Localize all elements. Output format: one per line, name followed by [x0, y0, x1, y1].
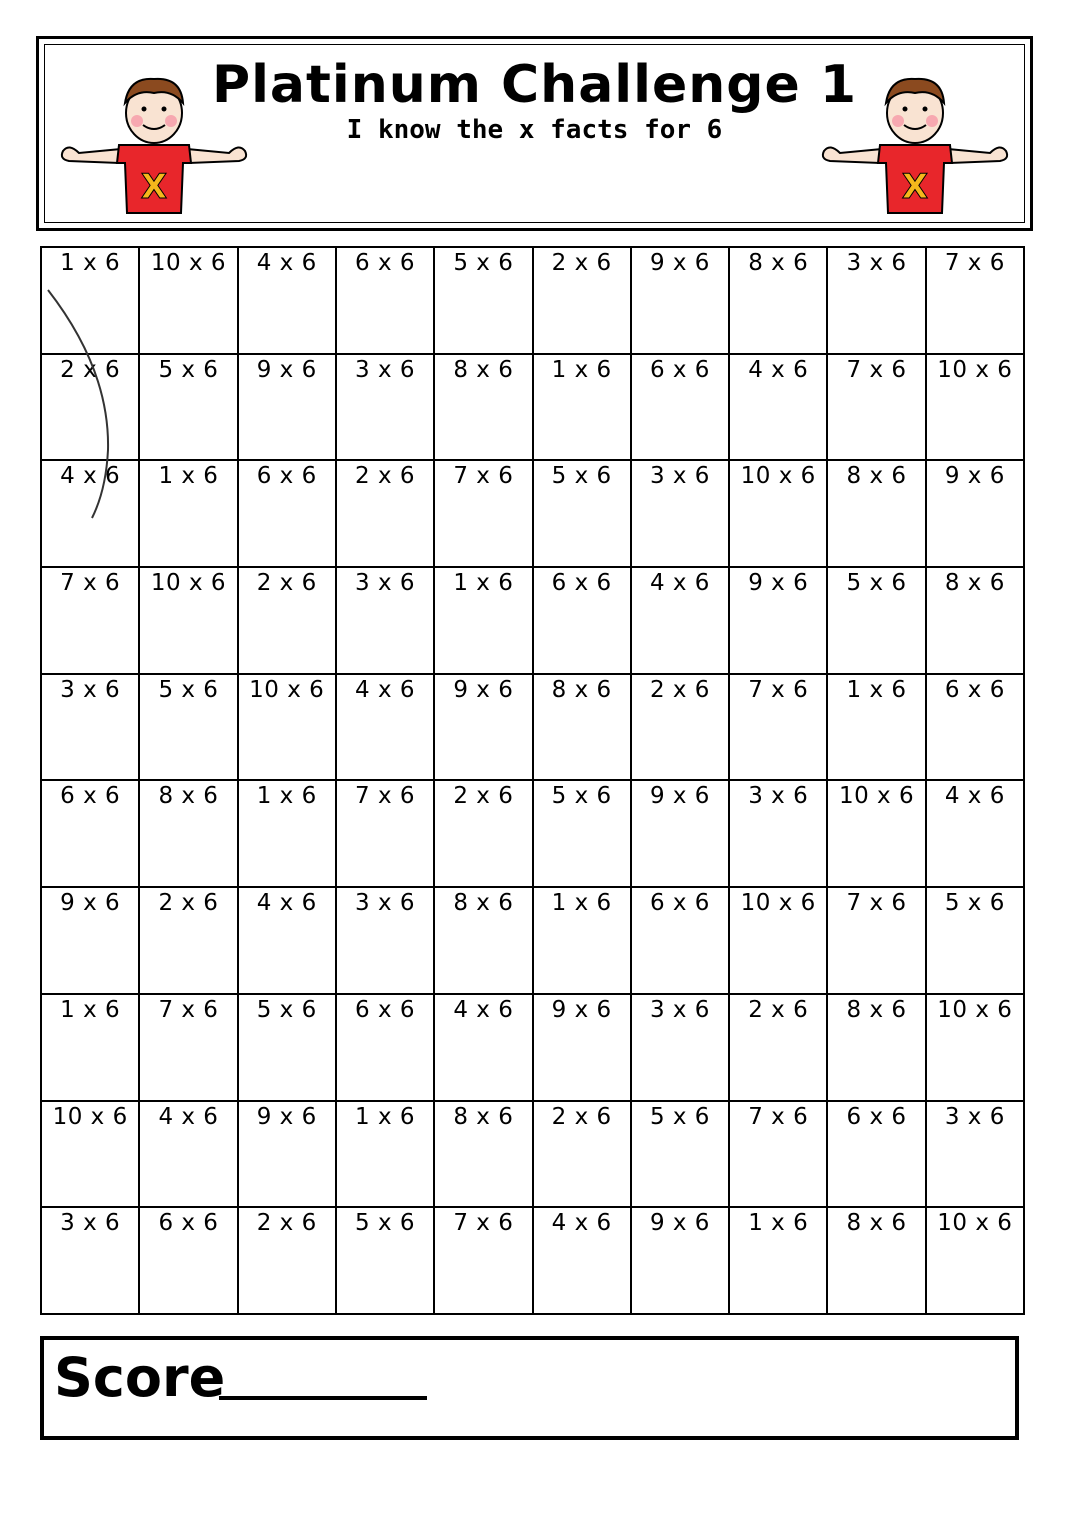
- fact-label: 5 x 6: [256, 996, 317, 1023]
- fact-cell[interactable]: [140, 781, 238, 888]
- fact-label: 4 x 6: [355, 676, 416, 703]
- fact-cell[interactable]: [927, 568, 1025, 675]
- fact-cell[interactable]: [140, 888, 238, 995]
- fact-label: 4 x 6: [256, 890, 317, 917]
- fact-label: 5 x 6: [846, 570, 907, 597]
- fact-cell[interactable]: [140, 1102, 238, 1209]
- fact-label: 3 x 6: [846, 250, 907, 276]
- fact-cell[interactable]: [337, 568, 435, 675]
- fact-label: 6 x 6: [846, 1103, 907, 1130]
- fact-label: 2 x 6: [256, 1210, 317, 1237]
- page-subtitle: I know the x facts for 6: [346, 115, 723, 145]
- fact-label: 9 x 6: [453, 676, 514, 703]
- fact-label: 7 x 6: [60, 570, 121, 597]
- fact-label: 9 x 6: [649, 783, 710, 810]
- fact-label: 7 x 6: [748, 676, 809, 703]
- fact-label: 9 x 6: [748, 570, 809, 597]
- fact-label: 5 x 6: [649, 1103, 710, 1130]
- fact-cell[interactable]: [239, 355, 337, 462]
- fact-cell[interactable]: [632, 1102, 730, 1209]
- fact-label: 3 x 6: [355, 570, 416, 597]
- fact-cell[interactable]: [42, 248, 140, 355]
- fact-label: 6 x 6: [649, 356, 710, 383]
- fact-cell[interactable]: [337, 995, 435, 1102]
- fact-label: 8 x 6: [944, 570, 1005, 597]
- fact-cell[interactable]: [730, 461, 828, 568]
- fact-cell[interactable]: [239, 675, 337, 782]
- score-box: [40, 1336, 1019, 1440]
- fact-cell[interactable]: [828, 568, 926, 675]
- fact-cell[interactable]: [42, 355, 140, 462]
- fact-cell[interactable]: [337, 888, 435, 995]
- fact-cell[interactable]: [927, 781, 1025, 888]
- fact-label: 6 x 6: [551, 570, 612, 597]
- fact-cell[interactable]: [42, 1102, 140, 1209]
- fact-label: 2 x 6: [355, 463, 416, 490]
- svg-text:X: X: [140, 167, 168, 207]
- fact-cell[interactable]: [337, 675, 435, 782]
- fact-label: 4 x 6: [944, 783, 1005, 810]
- fact-label: 2 x 6: [551, 250, 612, 276]
- fact-label: 2 x 6: [256, 570, 317, 597]
- fact-cell[interactable]: [828, 1208, 926, 1315]
- fact-cell[interactable]: [632, 355, 730, 462]
- fact-label: 1 x 6: [355, 1103, 416, 1130]
- fact-cell[interactable]: [239, 781, 337, 888]
- fact-cell[interactable]: [534, 888, 632, 995]
- fact-cell[interactable]: [730, 355, 828, 462]
- fact-cell[interactable]: [927, 355, 1025, 462]
- fact-label: 2 x 6: [453, 783, 514, 810]
- fact-cell[interactable]: [337, 461, 435, 568]
- fact-label: 3 x 6: [60, 676, 121, 703]
- fact-cell[interactable]: [828, 248, 926, 355]
- fact-label: 7 x 6: [453, 1210, 514, 1237]
- fact-label: 3 x 6: [355, 890, 416, 917]
- fact-label: 4 x 6: [748, 356, 809, 383]
- fact-label: 8 x 6: [846, 463, 907, 490]
- fact-label: 5 x 6: [551, 463, 612, 490]
- fact-cell[interactable]: [337, 355, 435, 462]
- fact-label: 1 x 6: [60, 250, 121, 276]
- fact-cell[interactable]: [730, 1208, 828, 1315]
- fact-cell[interactable]: [337, 248, 435, 355]
- fact-cell[interactable]: [239, 888, 337, 995]
- fact-label: 1 x 6: [551, 890, 612, 917]
- fact-label: 2 x 6: [649, 676, 710, 703]
- fact-label: 1 x 6: [551, 356, 612, 383]
- fact-cell[interactable]: [730, 781, 828, 888]
- fact-label: 4 x 6: [60, 463, 121, 490]
- fact-label: 4 x 6: [649, 570, 710, 597]
- fact-cell[interactable]: [435, 781, 533, 888]
- fact-label: 9 x 6: [649, 1210, 710, 1237]
- fact-cell[interactable]: [337, 781, 435, 888]
- fact-label: 10 x 6: [150, 570, 227, 597]
- fact-cell[interactable]: [730, 888, 828, 995]
- fact-cell[interactable]: [140, 568, 238, 675]
- fact-cell[interactable]: [730, 568, 828, 675]
- fact-label: 5 x 6: [453, 250, 514, 276]
- fact-cell[interactable]: [42, 461, 140, 568]
- fact-cell[interactable]: [632, 461, 730, 568]
- fact-cell[interactable]: [239, 995, 337, 1102]
- fact-label: 7 x 6: [846, 890, 907, 917]
- fact-label: 2 x 6: [60, 356, 121, 383]
- fact-cell[interactable]: [927, 888, 1025, 995]
- fact-label: 3 x 6: [649, 996, 710, 1023]
- fact-label: 6 x 6: [649, 890, 710, 917]
- fact-cell[interactable]: [828, 1102, 926, 1209]
- fact-cell[interactable]: [239, 461, 337, 568]
- fact-label: 3 x 6: [944, 1103, 1005, 1130]
- fact-cell[interactable]: [140, 1208, 238, 1315]
- header-inner-border: [44, 44, 1025, 223]
- score-answer-line[interactable]: [219, 1396, 427, 1400]
- fact-cell[interactable]: [730, 248, 828, 355]
- fact-label: 4 x 6: [551, 1210, 612, 1237]
- fact-label: 8 x 6: [453, 890, 514, 917]
- fact-cell[interactable]: [632, 995, 730, 1102]
- fact-cell[interactable]: [140, 355, 238, 462]
- fact-cell[interactable]: [927, 995, 1025, 1102]
- header-banner: [36, 36, 1033, 231]
- fact-label: 2 x 6: [748, 996, 809, 1023]
- fact-label: 1 x 6: [846, 676, 907, 703]
- fact-cell[interactable]: [42, 888, 140, 995]
- fact-label: 3 x 6: [748, 783, 809, 810]
- fact-cell[interactable]: [140, 461, 238, 568]
- fact-cell[interactable]: [42, 1208, 140, 1315]
- fact-label: 3 x 6: [60, 1210, 121, 1237]
- fact-cell[interactable]: [42, 675, 140, 782]
- fact-cell[interactable]: [435, 568, 533, 675]
- fact-cell[interactable]: [435, 355, 533, 462]
- fact-cell[interactable]: [435, 1208, 533, 1315]
- fact-cell[interactable]: [927, 675, 1025, 782]
- fact-cell[interactable]: [140, 675, 238, 782]
- fact-cell[interactable]: [828, 355, 926, 462]
- fact-label: 10 x 6: [740, 463, 816, 490]
- fact-label: 1 x 6: [453, 570, 514, 597]
- fact-label: 6 x 6: [944, 676, 1005, 703]
- fact-label: 9 x 6: [944, 463, 1005, 490]
- fact-cell[interactable]: [534, 995, 632, 1102]
- fact-cell[interactable]: [632, 568, 730, 675]
- fact-label: 6 x 6: [256, 463, 317, 490]
- fact-label: 7 x 6: [453, 463, 514, 490]
- fact-label: 10 x 6: [150, 250, 227, 276]
- fact-label: 1 x 6: [60, 996, 121, 1023]
- fact-cell[interactable]: [435, 248, 533, 355]
- fact-label: 6 x 6: [355, 250, 416, 276]
- fact-cell[interactable]: [42, 781, 140, 888]
- fact-cell[interactable]: [632, 781, 730, 888]
- score-label: Score: [54, 1346, 226, 1409]
- fact-label: 7 x 6: [944, 250, 1005, 276]
- mascot-boy-icon: [820, 63, 1010, 223]
- fact-label: 3 x 6: [355, 356, 416, 383]
- fact-label: 6 x 6: [158, 1210, 219, 1237]
- fact-label: 9 x 6: [551, 996, 612, 1023]
- fact-cell[interactable]: [337, 1102, 435, 1209]
- fact-cell[interactable]: [435, 995, 533, 1102]
- fact-label: 8 x 6: [453, 1103, 514, 1130]
- fact-cell[interactable]: [435, 461, 533, 568]
- fact-label: 7 x 6: [355, 783, 416, 810]
- fact-label: 10 x 6: [838, 783, 915, 810]
- fact-label: 5 x 6: [355, 1210, 416, 1237]
- fact-label: 7 x 6: [846, 356, 907, 383]
- fact-label: 10 x 6: [52, 1103, 128, 1130]
- page-title: Platinum Challenge 1: [211, 55, 857, 115]
- fact-cell[interactable]: [730, 995, 828, 1102]
- fact-label: 1 x 6: [748, 1210, 809, 1237]
- fact-cell[interactable]: [435, 1102, 533, 1209]
- fact-cell[interactable]: [534, 675, 632, 782]
- fact-label: 4 x 6: [453, 996, 514, 1023]
- fact-label: 10 x 6: [937, 996, 1013, 1023]
- fact-label: 3 x 6: [649, 463, 710, 490]
- fact-cell[interactable]: [632, 1208, 730, 1315]
- fact-cell[interactable]: [42, 568, 140, 675]
- fact-label: 1 x 6: [256, 783, 317, 810]
- fact-label: 5 x 6: [944, 890, 1005, 917]
- fact-cell[interactable]: [337, 1208, 435, 1315]
- fact-cell[interactable]: [927, 1102, 1025, 1209]
- fact-cell[interactable]: [730, 675, 828, 782]
- fact-label: 1 x 6: [158, 463, 219, 490]
- fact-label: 7 x 6: [748, 1103, 809, 1130]
- fact-cell[interactable]: [534, 355, 632, 462]
- fact-cell[interactable]: [828, 781, 926, 888]
- fact-cell[interactable]: [534, 1208, 632, 1315]
- fact-label: 9 x 6: [256, 356, 317, 383]
- fact-label: 10 x 6: [740, 890, 816, 917]
- fact-label: 10 x 6: [937, 1210, 1013, 1237]
- fact-cell[interactable]: [435, 675, 533, 782]
- fact-cell[interactable]: [632, 675, 730, 782]
- fact-cell[interactable]: [239, 1208, 337, 1315]
- fact-label: 2 x 6: [551, 1103, 612, 1130]
- fact-label: 6 x 6: [60, 783, 121, 810]
- fact-label: 10 x 6: [937, 356, 1013, 383]
- fact-label: 2 x 6: [158, 890, 219, 917]
- fact-cell[interactable]: [730, 1102, 828, 1209]
- fact-label: 5 x 6: [551, 783, 612, 810]
- fact-label: 8 x 6: [158, 783, 219, 810]
- fact-cell[interactable]: [140, 995, 238, 1102]
- fact-label: 5 x 6: [158, 676, 219, 703]
- fact-cell[interactable]: [828, 675, 926, 782]
- fact-cell[interactable]: [927, 1208, 1025, 1315]
- fact-label: 6 x 6: [355, 996, 416, 1023]
- fact-label: 9 x 6: [60, 890, 121, 917]
- fact-cell[interactable]: [435, 888, 533, 995]
- fact-label: 9 x 6: [256, 1103, 317, 1130]
- fact-cell[interactable]: [239, 568, 337, 675]
- fact-label: 4 x 6: [158, 1103, 219, 1130]
- fact-cell[interactable]: [534, 1102, 632, 1209]
- fact-cell[interactable]: [534, 248, 632, 355]
- fact-label: 8 x 6: [551, 676, 612, 703]
- svg-text:X: X: [901, 167, 929, 207]
- fact-cell[interactable]: [927, 461, 1025, 568]
- fact-cell[interactable]: [632, 888, 730, 995]
- fact-cell[interactable]: [632, 248, 730, 355]
- fact-cell[interactable]: [239, 1102, 337, 1209]
- fact-label: 9 x 6: [649, 250, 710, 276]
- fact-label: 10 x 6: [249, 676, 325, 703]
- fact-label: 8 x 6: [846, 996, 907, 1023]
- fact-cell[interactable]: [534, 781, 632, 888]
- fact-label: 7 x 6: [158, 996, 219, 1023]
- fact-cell[interactable]: [140, 248, 238, 355]
- fact-cell[interactable]: [927, 248, 1025, 355]
- fact-label: 8 x 6: [846, 1210, 907, 1237]
- fact-label: 5 x 6: [158, 356, 219, 383]
- fact-cell[interactable]: [828, 995, 926, 1102]
- fact-label: 8 x 6: [748, 250, 809, 276]
- fact-cell[interactable]: [828, 888, 926, 995]
- fact-label: 4 x 6: [256, 250, 317, 276]
- fact-label: 8 x 6: [453, 356, 514, 383]
- fact-cell[interactable]: [42, 995, 140, 1102]
- fact-cell[interactable]: [534, 568, 632, 675]
- fact-cell[interactable]: [828, 461, 926, 568]
- multiplication-grid: [40, 246, 1025, 1315]
- fact-cell[interactable]: [239, 248, 337, 355]
- fact-cell[interactable]: [534, 461, 632, 568]
